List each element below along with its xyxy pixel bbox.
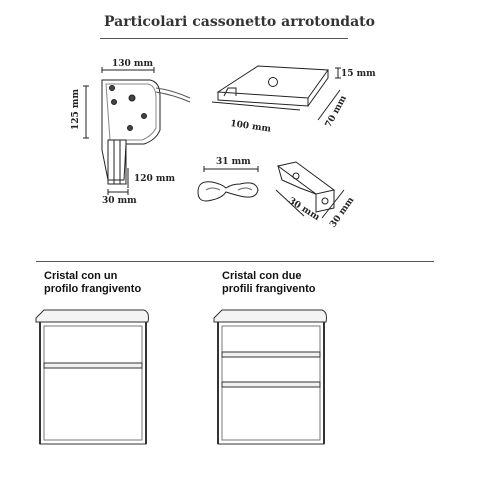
angle-bracket-side-a-label: 30 mm <box>286 196 322 223</box>
guide-width-label: 30 mm <box>102 196 137 206</box>
variant-2-transom-upper <box>222 352 320 357</box>
diagram-title: Particolari cassonetto arrotondato <box>104 14 375 30</box>
variant-2-caption-line2: profili frangivento <box>222 283 316 295</box>
variant-1-transom <box>44 363 142 368</box>
variant-2-caption <box>222 270 352 296</box>
details-drawing <box>0 40 479 290</box>
end-plate-width-label: 130 mm <box>112 59 153 69</box>
variant-2-frame <box>208 300 358 450</box>
top-bracket-height-label: 15 mm <box>341 69 376 79</box>
top-bracket-length-label: 100 mm <box>229 119 272 135</box>
profile-width-label: 31 mm <box>216 157 251 167</box>
title-divider <box>100 38 348 39</box>
variant-1-caption-line2: profilo frangivento <box>44 283 142 295</box>
variant-2-caption-line1: Cristal con due <box>222 270 302 282</box>
guide-depth-label: 120 mm <box>134 174 175 184</box>
variant-1-frame <box>30 300 180 450</box>
variant-1-caption <box>44 270 174 296</box>
profile-detail <box>198 166 258 201</box>
top-bracket-depth-label: 70 mm <box>323 94 349 130</box>
variant-2-transom-lower <box>222 382 320 387</box>
top-bracket-detail <box>212 66 341 120</box>
variant-1-caption-line1: Cristal con un <box>44 270 118 282</box>
angle-bracket-side-b-label: 30 mm <box>328 195 357 230</box>
section-divider <box>36 261 434 262</box>
end-plate-height-label: 125 mm <box>71 89 81 130</box>
